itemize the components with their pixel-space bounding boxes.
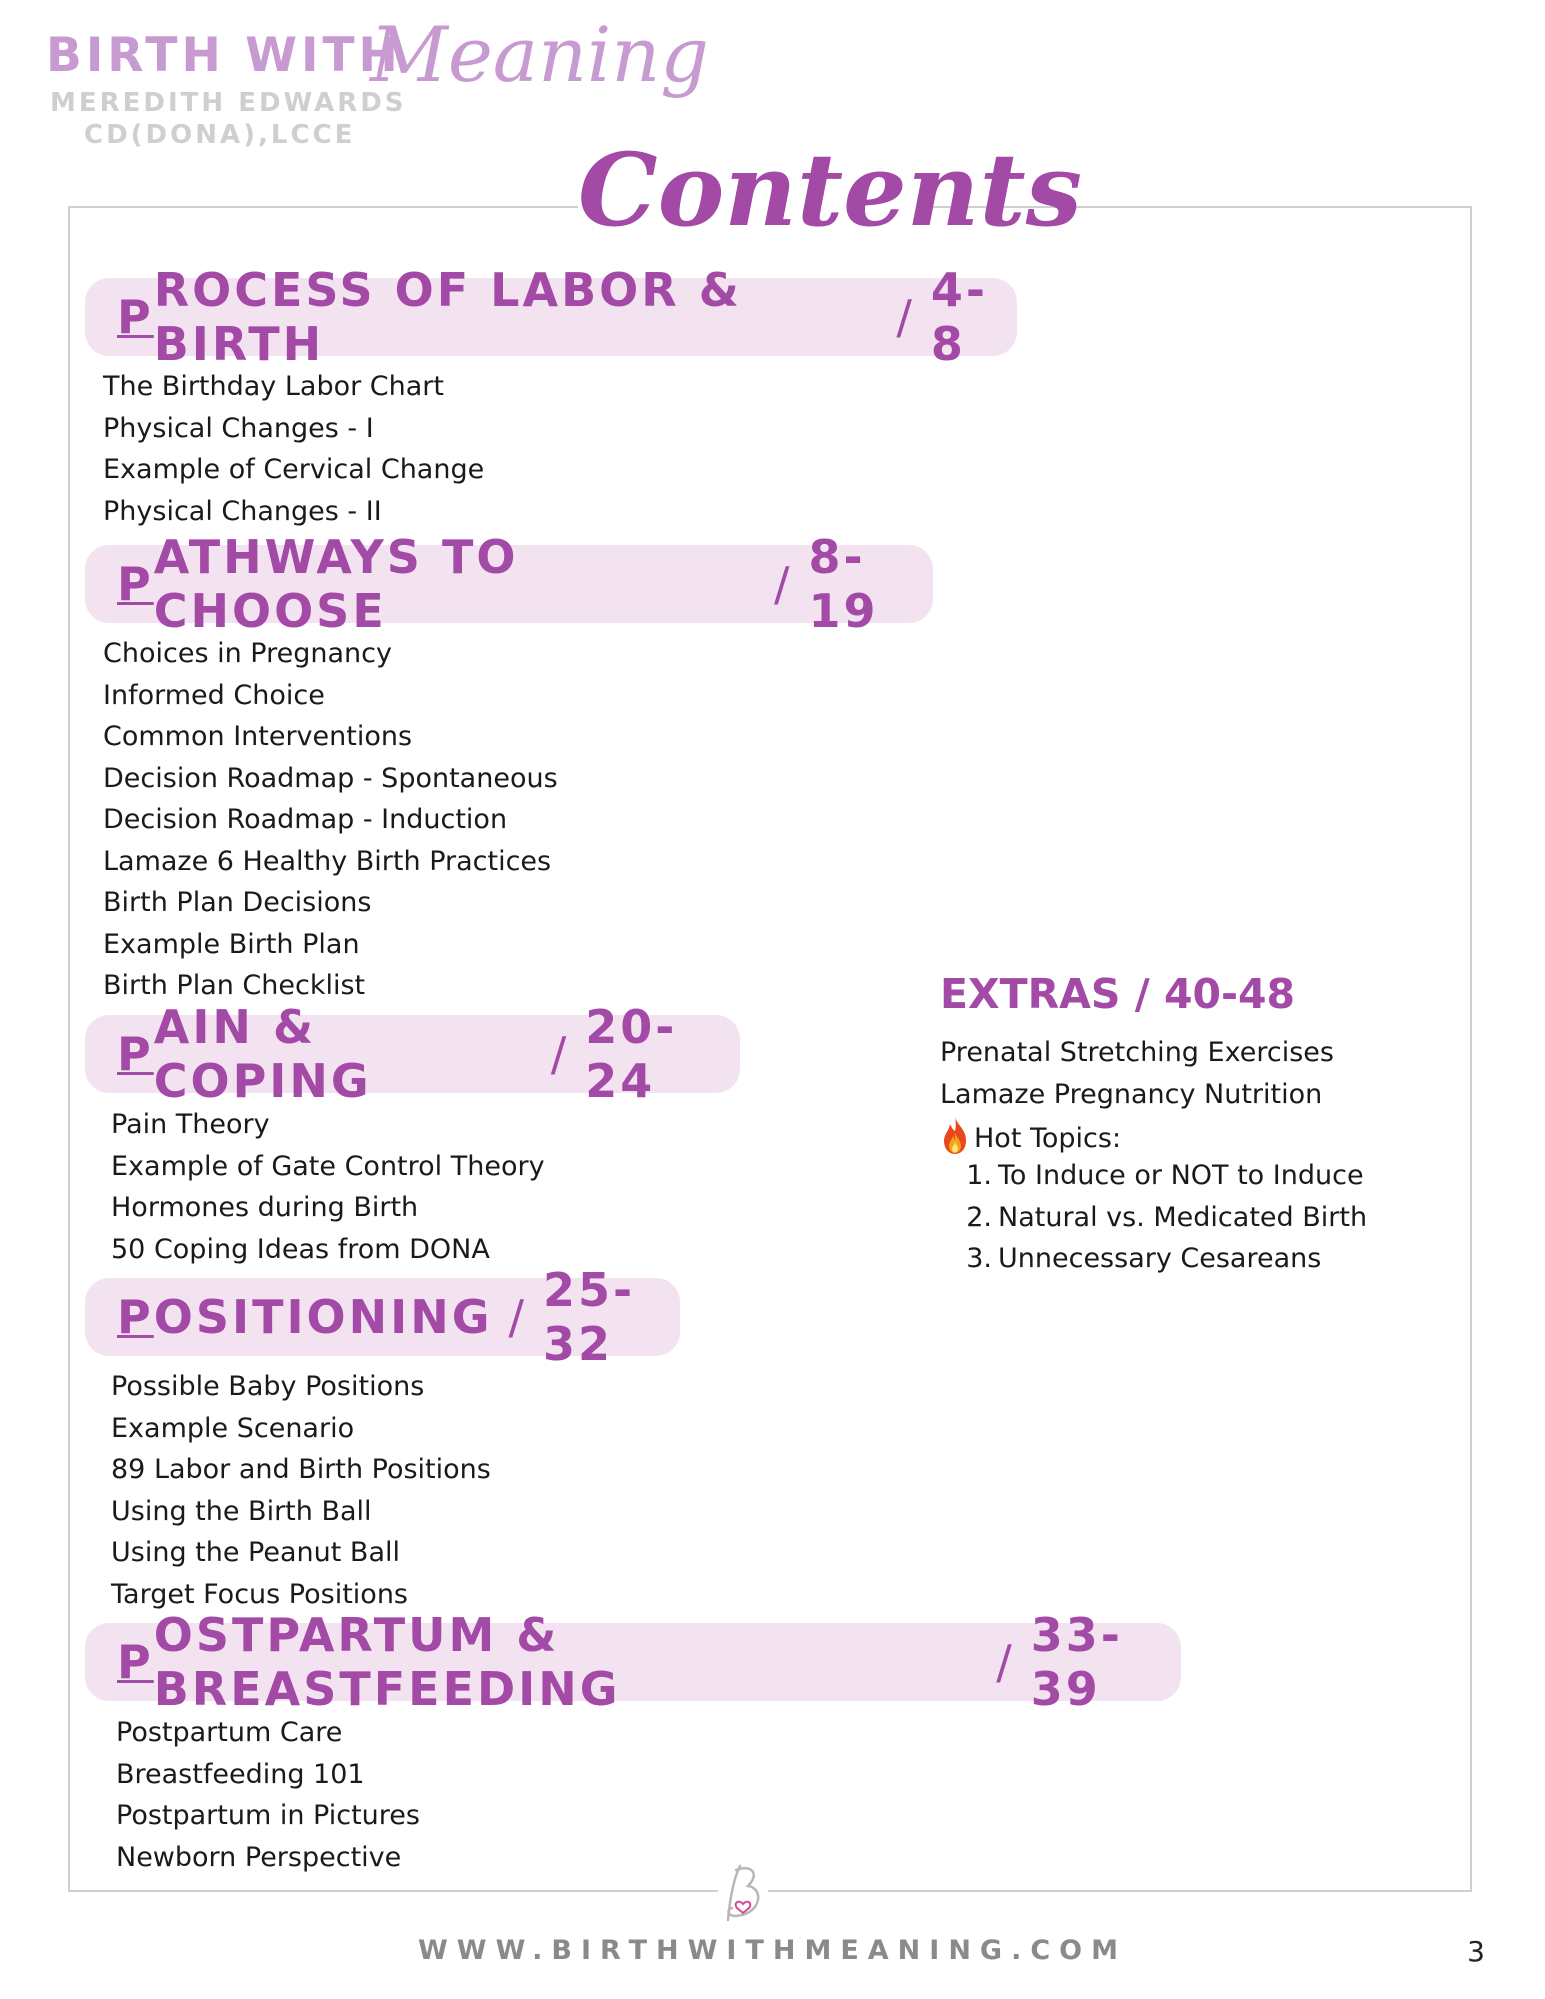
section-title: ROCESS OF LABOR & BIRTH bbox=[153, 263, 742, 371]
list-item[interactable]: Decision Roadmap - Induction bbox=[103, 804, 508, 835]
section-pages: 33-39 bbox=[1030, 1608, 1123, 1716]
list-item[interactable]: Decision Roadmap - Spontaneous bbox=[103, 762, 558, 794]
list-item[interactable]: Prenatal Stretching Exercises bbox=[940, 1037, 1334, 1068]
hot-topics-list bbox=[962, 1155, 1367, 1280]
section-header-pain-coping[interactable] bbox=[85, 1000, 740, 1108]
section-pages: 4-8 bbox=[930, 263, 989, 371]
page-number: 3 bbox=[1467, 1935, 1485, 1968]
brand-logo-icon bbox=[718, 1858, 768, 1930]
fire-icon bbox=[940, 1115, 970, 1155]
list-item[interactable]: Choices in Pregnancy bbox=[103, 638, 392, 669]
list-item[interactable]: 2. Natural vs. Medicated Birth bbox=[966, 1201, 1368, 1233]
author-name: MEREDITH EDWARDS bbox=[50, 88, 407, 118]
list-item[interactable]: Example of Cervical Change bbox=[103, 454, 485, 485]
section-initial: P bbox=[117, 557, 154, 611]
list-item[interactable]: Birth Plan Decisions bbox=[103, 887, 372, 918]
brand-script-title: Meaning bbox=[370, 10, 709, 99]
list-item[interactable]: Example Birth Plan bbox=[103, 928, 360, 960]
section-header-pathways[interactable] bbox=[85, 530, 933, 638]
section-title: OSTPARTUM & BREASTFEEDING bbox=[153, 1608, 621, 1716]
list-item[interactable]: Breastfeeding 101 bbox=[116, 1758, 365, 1790]
section-title: ATHWAYS TO CHOOSE bbox=[153, 530, 519, 638]
section-items-postpartum bbox=[116, 1712, 420, 1878]
hot-topics-text: Hot Topics: bbox=[974, 1123, 1122, 1154]
list-item[interactable]: Target Focus Positions bbox=[111, 1578, 408, 1610]
list-item[interactable]: Common Interventions bbox=[103, 721, 413, 752]
section-pages: 8-19 bbox=[808, 530, 879, 638]
list-item[interactable]: Pain Theory bbox=[111, 1109, 270, 1140]
hot-topics-label bbox=[940, 1115, 1334, 1160]
section-initial: P bbox=[117, 1027, 154, 1081]
list-item[interactable]: Example of Gate Control Theory bbox=[111, 1150, 545, 1182]
list-item[interactable]: 50 Coping Ideas from DONA bbox=[111, 1233, 490, 1265]
slash-divider: / bbox=[896, 290, 915, 344]
list-item[interactable]: Possible Baby Positions bbox=[111, 1371, 425, 1402]
section-initial: P bbox=[117, 1635, 154, 1689]
list-item[interactable]: Postpartum in Pictures bbox=[116, 1800, 420, 1831]
extras-title[interactable]: EXTRAS / 40-48 bbox=[940, 970, 1296, 1018]
list-item[interactable]: Lamaze Pregnancy Nutrition bbox=[940, 1078, 1323, 1110]
slash-divider: / bbox=[550, 1027, 570, 1081]
list-item[interactable]: 1. To Induce or NOT to Induce bbox=[966, 1160, 1364, 1191]
slash-divider: / bbox=[773, 557, 793, 611]
list-item[interactable]: Example Scenario bbox=[111, 1412, 355, 1444]
section-header-positioning[interactable] bbox=[85, 1263, 680, 1371]
section-items-pathways bbox=[103, 633, 558, 1007]
section-title: AIN & COPING bbox=[153, 1000, 372, 1108]
list-item[interactable]: Informed Choice bbox=[103, 679, 325, 711]
slash-divider: / bbox=[996, 1635, 1015, 1689]
slash-divider: / bbox=[508, 1290, 528, 1344]
page-title: Contents bbox=[578, 131, 1083, 249]
section-items-labor-birth bbox=[103, 366, 484, 532]
footer-website-link[interactable]: WWW.BIRTHWITHMEANING.COM bbox=[418, 1935, 1127, 1966]
list-item[interactable]: Birth Plan Checklist bbox=[103, 970, 366, 1001]
section-initial: P bbox=[117, 290, 154, 344]
section-pages: 20-24 bbox=[585, 1000, 678, 1108]
section-header-labor-birth[interactable] bbox=[85, 263, 1017, 371]
section-items-pain-coping bbox=[111, 1104, 545, 1270]
list-item[interactable]: 89 Labor and Birth Positions bbox=[111, 1454, 491, 1485]
list-item[interactable]: Postpartum Care bbox=[116, 1717, 343, 1748]
section-header-postpartum[interactable] bbox=[85, 1608, 1181, 1716]
brand-title: BIRTH WITH bbox=[46, 28, 402, 83]
list-item[interactable]: Newborn Perspective bbox=[116, 1841, 402, 1873]
list-item[interactable]: Physical Changes - II bbox=[103, 495, 382, 527]
list-item[interactable]: Hormones during Birth bbox=[111, 1192, 419, 1223]
section-pages: 25-32 bbox=[543, 1263, 636, 1371]
section-initial: P bbox=[117, 1290, 154, 1344]
list-item[interactable]: The Birthday Labor Chart bbox=[103, 371, 444, 402]
list-item[interactable]: Using the Birth Ball bbox=[111, 1495, 372, 1527]
author-credentials: CD(DONA),LCCE bbox=[84, 120, 356, 150]
extras-items bbox=[940, 1032, 1334, 1160]
list-item[interactable]: 3. Unnecessary Cesareans bbox=[966, 1243, 1322, 1274]
section-title: OSITIONING bbox=[153, 1290, 493, 1344]
list-item[interactable]: Lamaze 6 Healthy Birth Practices bbox=[103, 845, 552, 877]
list-item[interactable]: Physical Changes - I bbox=[103, 412, 374, 444]
section-items-positioning bbox=[111, 1366, 491, 1615]
list-item[interactable]: Using the Peanut Ball bbox=[111, 1537, 400, 1568]
